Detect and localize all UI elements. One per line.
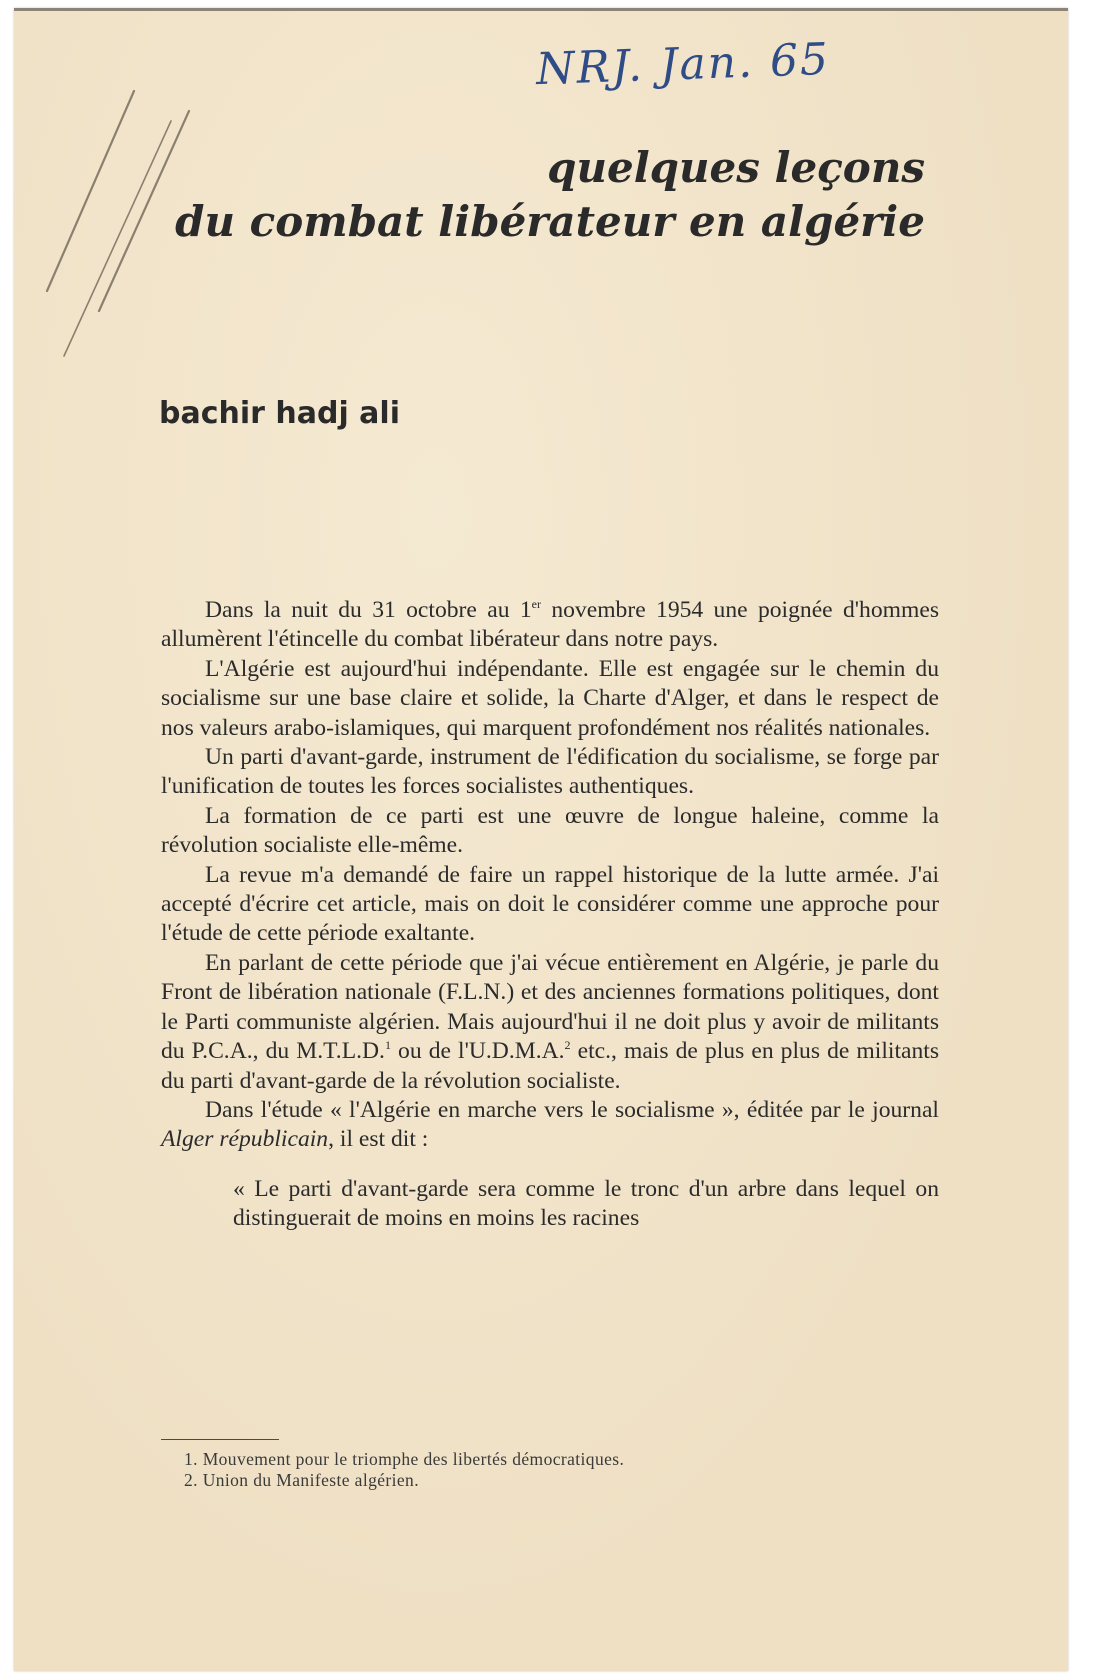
paragraph-5: La revue m'a demandé de faire un rappel historique de la lutte armée. J'ai accepté d'écrire cet article, mais on doit le considérer comme une approche pour l'étude de cette période exaltante.	[161, 861, 939, 947]
journal-name: Alger républicain	[161, 1126, 329, 1153]
footnotes	[184, 1449, 624, 1491]
footnote-2: 2. Union du Manifeste algérien.	[184, 1470, 419, 1490]
pencil-stroke-3	[64, 121, 171, 356]
document-page	[14, 8, 1068, 1671]
handwritten-note: NRJ. Jan. 65	[535, 33, 831, 96]
paragraph-1: Dans la nuit du 31 octobre au 1er novembre 1954 une poignée d'hommes allumèrent l'étincelle du combat libérateur dans notre pays.	[161, 597, 939, 653]
paragraph-7: Dans l'étude « l'Algérie en marche vers le socialisme », éditée par le journal Alger républicain, il est dit :	[161, 1096, 939, 1153]
paragraph-3: Un parti d'avant-garde, instrument de l'édification du socialisme, se forge par l'unification de toutes les forces socialistes authentiques.	[161, 744, 939, 800]
paragraph-6: En parlant de cette période que j'ai vécue entièrement en Algérie, je parle du Front de libération nationale (F.L.N.) et des anciennes formations politiques, dont le Parti communiste algérien. Mais aujourd'hui il ne doit plus y avoir de militants du P.C.A., du M.T.L.D.$^1$ ou de l'U.D.M.A.$^2$ etc., mais de plus en plus de militants du parti d'avant-garde de la révolution socialiste.	[161, 949, 940, 1094]
superscript-er: er	[531, 597, 541, 612]
footnote-ref-1: 1	[384, 1038, 391, 1053]
paragraph-4: La formation de ce parti est une œuvre de longue haleine, comme la révolution socialiste elle-même.	[161, 802, 939, 859]
block-quote: « Le parti d'avant-garde sera comme le tronc d'un arbre dans lequel on distinguerait de moins en moins les racines	[233, 1175, 939, 1232]
title-line-1: quelques leçons	[547, 143, 925, 192]
footnote-ref-2: 2	[564, 1038, 571, 1053]
article-body	[161, 596, 939, 1234]
footnote-1: 1. Mouvement pour le triomphe des libertés démocratiques.	[184, 1449, 625, 1469]
article-title	[175, 141, 925, 249]
title-line-2: du combat libérateur en algérie	[175, 197, 925, 246]
author-name: bachir hadj ali	[159, 396, 400, 431]
footnote-divider	[161, 1439, 279, 1440]
paragraph-2: L'Algérie est aujourd'hui indépendante. Elle est engagée sur le chemin du socialisme sur une base claire et solide, la Charte d'Alger, et dans le respect de nos valeurs arabo-islamiques, qui marquent profondément nos réalités nationales.	[161, 655, 939, 741]
